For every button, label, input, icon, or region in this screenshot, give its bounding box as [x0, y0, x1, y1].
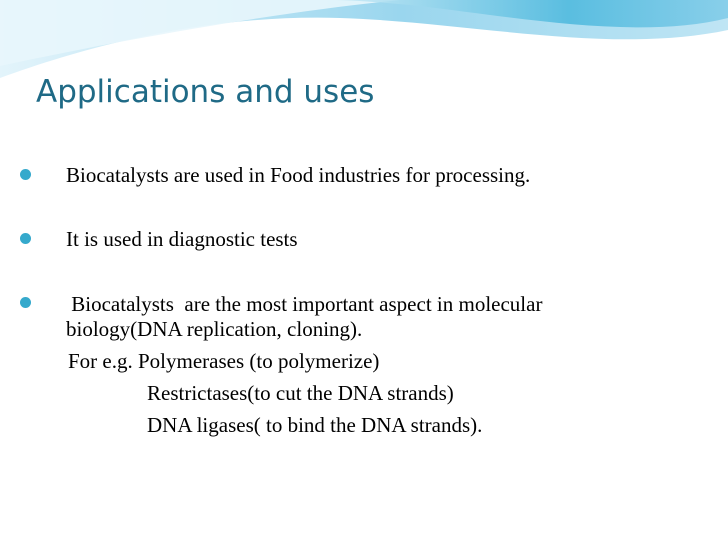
examples-intro: For e.g. Polymerases (to polymerize) — [68, 349, 380, 373]
bullet-text-molecular-biology-continued: biology(DNA replication, cloning). — [66, 317, 363, 341]
example-item-dna-ligases: DNA ligases( to bind the DNA strands). — [147, 413, 483, 437]
bullet-text-molecular-biology: Biocatalysts are the most important aspect in molecular — [66, 292, 543, 316]
bullet-dot-icon — [20, 233, 31, 244]
slide-title: Applications and uses — [36, 74, 375, 110]
bullet-text-diagnostic-tests: It is used in diagnostic tests — [66, 227, 298, 251]
example-item-restrictases: Restrictases(to cut the DNA strands) — [147, 381, 454, 405]
bullet-dot-icon — [20, 169, 31, 180]
bullet-dot-icon — [20, 297, 31, 308]
bullet-text-food-industries: Biocatalysts are used in Food industries for processing. — [66, 163, 531, 187]
